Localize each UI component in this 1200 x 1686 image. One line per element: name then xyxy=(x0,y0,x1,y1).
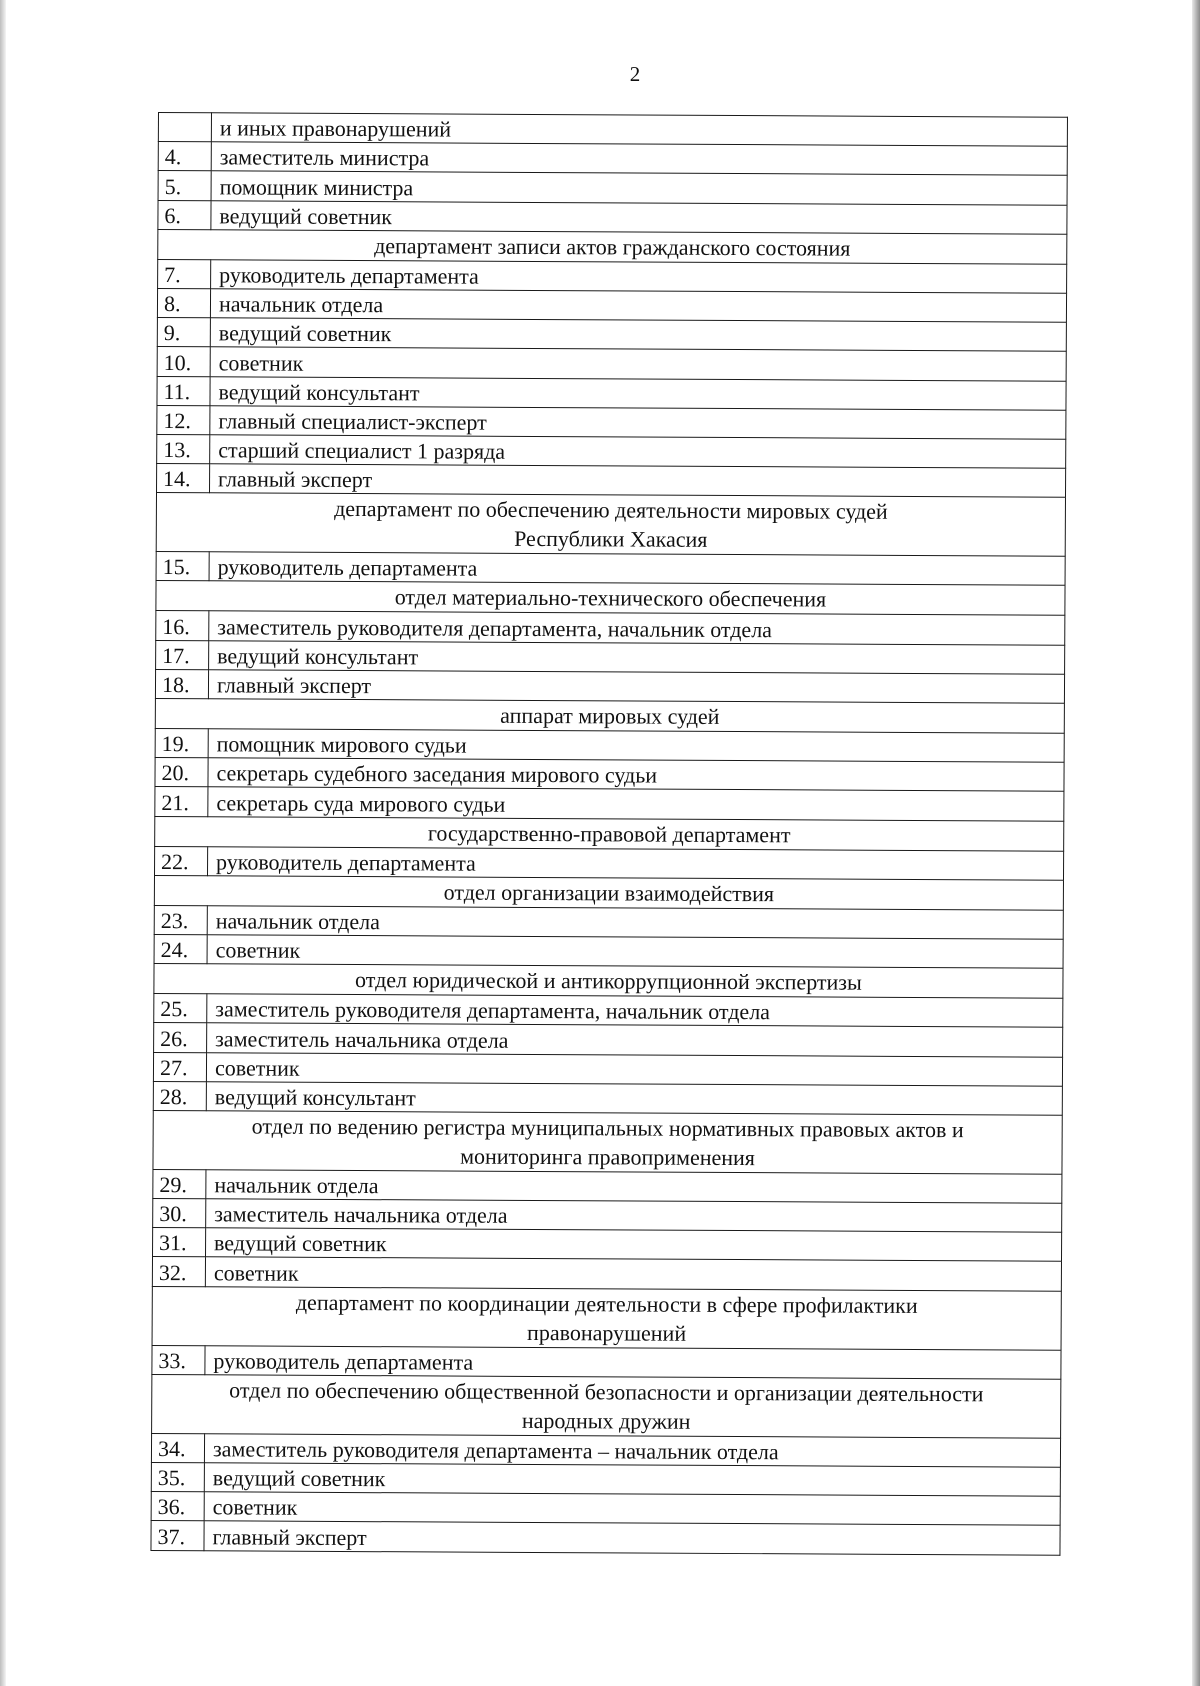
positions-table xyxy=(150,112,1068,1555)
section-heading-row xyxy=(152,1286,1061,1350)
position-title: заместитель руководителя департамента – начальник отдела xyxy=(204,1434,1060,1468)
section-heading-row xyxy=(153,1110,1062,1174)
section-heading-row xyxy=(154,964,1063,999)
position-title: заместитель руководителя департамента, начальник отдела xyxy=(209,611,1065,645)
section-heading-line: мониторинга правоприменения xyxy=(460,1143,756,1171)
position-number: 13. xyxy=(157,434,210,463)
page-number: 2 xyxy=(629,62,641,86)
position-row xyxy=(153,1199,1062,1233)
section-heading-row xyxy=(152,1374,1061,1438)
position-row xyxy=(151,1433,1060,1467)
position-row xyxy=(154,994,1063,1028)
position-title: ведущий советник xyxy=(210,318,1066,352)
position-row xyxy=(153,1169,1062,1203)
section-heading xyxy=(153,1110,1062,1174)
position-number: 29. xyxy=(153,1169,206,1198)
position-number: 18. xyxy=(155,669,208,698)
position-number: 6. xyxy=(158,200,211,229)
position-row xyxy=(157,464,1066,498)
position-number: 36. xyxy=(151,1492,204,1521)
position-row xyxy=(157,318,1066,352)
position-row xyxy=(157,288,1066,322)
position-title: ведущий советник xyxy=(206,1228,1062,1262)
position-number: 12. xyxy=(157,405,210,434)
section-heading-line: департамент по обеспечению деятельности мировых судей xyxy=(334,496,888,525)
section-heading xyxy=(152,1374,1061,1438)
section-heading: государственно-правовой департамент xyxy=(155,816,1064,851)
position-title: руководитель департамента xyxy=(209,552,1065,586)
position-title: ведущий советник xyxy=(204,1463,1060,1497)
position-title: главный эксперт xyxy=(208,670,1064,704)
position-row xyxy=(151,1492,1060,1526)
position-title: и иных правонарушений xyxy=(211,113,1067,147)
position-title: советник xyxy=(206,1052,1062,1086)
position-title: руководитель департамента xyxy=(211,260,1067,294)
position-row xyxy=(154,934,1063,968)
position-row xyxy=(152,1345,1061,1379)
position-row xyxy=(155,846,1064,880)
position-number: 31. xyxy=(153,1228,206,1257)
position-title: начальник отдела xyxy=(207,906,1063,940)
position-row xyxy=(157,376,1066,410)
position-row xyxy=(155,787,1064,821)
section-heading-line: департамент по координации деятельности в сфере профилактики xyxy=(295,1289,918,1318)
positions-table-body xyxy=(151,113,1068,1555)
position-title: ведущий консультант xyxy=(209,640,1065,674)
section-heading-line: отдел по ведению регистра муниципальных нормативных правовых актов и xyxy=(251,1113,964,1143)
position-number: 33. xyxy=(152,1345,205,1374)
section-heading: аппарат мировых судей xyxy=(155,698,1064,733)
position-row xyxy=(157,434,1066,468)
position-title: советник xyxy=(207,935,1063,969)
position-row xyxy=(156,640,1065,674)
position-row xyxy=(156,552,1065,586)
position-number: 21. xyxy=(155,787,208,816)
position-title: секретарь суда мирового судьи xyxy=(208,787,1064,821)
position-title: помощник мирового судьи xyxy=(208,729,1064,763)
section-heading-row xyxy=(155,816,1064,851)
position-title: заместитель начальника отдела xyxy=(207,1023,1063,1057)
position-number: 16. xyxy=(156,611,209,640)
position-row xyxy=(155,728,1064,762)
position-row xyxy=(151,1521,1060,1555)
position-number: 20. xyxy=(155,758,208,787)
position-title: советник xyxy=(204,1492,1060,1526)
position-number: 7. xyxy=(158,259,211,288)
position-number: 26. xyxy=(154,1023,207,1052)
position-title: начальник отдела xyxy=(206,1170,1062,1204)
position-title: заместитель руководителя департамента, начальник отдела xyxy=(207,994,1063,1028)
position-number: 11. xyxy=(157,376,210,405)
section-heading: отдел организации взаимодействия xyxy=(154,875,1063,910)
section-heading xyxy=(156,493,1065,557)
position-number xyxy=(158,113,211,142)
position-number: 32. xyxy=(152,1257,205,1286)
position-title: ведущий консультант xyxy=(210,376,1066,410)
position-number: 9. xyxy=(157,318,210,347)
section-heading: отдел юридической и антикоррупционной экспертизы xyxy=(154,964,1063,999)
position-row xyxy=(152,1257,1061,1291)
position-title: советник xyxy=(210,347,1066,381)
position-number: 27. xyxy=(153,1052,206,1081)
position-title: руководитель департамента xyxy=(205,1345,1061,1379)
position-row xyxy=(158,259,1067,293)
position-number: 5. xyxy=(158,171,211,200)
position-row xyxy=(158,142,1067,176)
position-number: 14. xyxy=(157,464,210,493)
position-title: руководитель департамента xyxy=(208,846,1064,880)
position-number: 10. xyxy=(157,347,210,376)
position-row xyxy=(154,1023,1063,1057)
position-number: 24. xyxy=(154,934,207,963)
section-heading-row xyxy=(154,875,1063,910)
position-number: 35. xyxy=(151,1462,204,1491)
scan-edge-left xyxy=(0,0,6,1686)
section-heading xyxy=(152,1286,1061,1350)
position-number: 28. xyxy=(153,1081,206,1110)
position-title: секретарь судебного заседания мирового судьи xyxy=(208,758,1064,792)
section-heading-line: отдел по обеспечению общественной безопасности и организации деятельности xyxy=(229,1377,984,1407)
section-heading-row xyxy=(158,229,1067,264)
position-number: 25. xyxy=(154,994,207,1023)
section-heading: отдел материально-технического обеспечения xyxy=(156,581,1065,616)
position-title: заместитель министра xyxy=(211,142,1067,176)
position-number: 37. xyxy=(151,1521,204,1550)
position-title: заместитель начальника отдела xyxy=(206,1199,1062,1233)
position-row xyxy=(158,200,1067,234)
position-row xyxy=(153,1228,1062,1262)
position-title: помощник министра xyxy=(211,171,1067,205)
position-number: 4. xyxy=(158,142,211,171)
position-row xyxy=(157,405,1066,439)
position-title: ведущий консультант xyxy=(206,1081,1062,1115)
position-row xyxy=(154,905,1063,939)
section-heading-line: Республики Хакасия xyxy=(514,526,708,553)
position-number: 17. xyxy=(156,640,209,669)
section-heading-row xyxy=(155,698,1064,733)
position-row xyxy=(158,113,1067,147)
position-number: 22. xyxy=(155,846,208,875)
position-row xyxy=(153,1081,1062,1115)
section-heading-line: правонарушений xyxy=(527,1319,687,1346)
position-title: советник xyxy=(205,1257,1061,1291)
position-number: 19. xyxy=(155,728,208,757)
section-heading: департамент записи актов гражданского состояния xyxy=(158,229,1067,264)
position-row xyxy=(155,669,1064,703)
position-row xyxy=(155,758,1064,792)
section-heading-line: народных дружин xyxy=(521,1407,691,1434)
position-row xyxy=(153,1052,1062,1086)
position-number: 30. xyxy=(153,1199,206,1228)
position-title: главный специалист-эксперт xyxy=(210,405,1066,439)
position-row xyxy=(157,347,1066,381)
section-heading-row xyxy=(156,493,1065,557)
position-row xyxy=(156,611,1065,645)
position-number: 23. xyxy=(154,905,207,934)
position-row xyxy=(151,1462,1060,1496)
position-row xyxy=(158,171,1067,205)
position-title: начальник отдела xyxy=(210,289,1066,323)
position-title: главный эксперт xyxy=(210,464,1066,498)
position-title: ведущий советник xyxy=(211,200,1067,234)
position-number: 34. xyxy=(151,1433,204,1462)
section-heading-row xyxy=(156,581,1065,616)
position-number: 15. xyxy=(156,552,209,581)
position-title: старший специалист 1 разряда xyxy=(210,435,1066,469)
scan-edge-right xyxy=(1192,0,1200,1686)
position-number: 8. xyxy=(157,288,210,317)
position-title: главный эксперт xyxy=(204,1521,1060,1555)
